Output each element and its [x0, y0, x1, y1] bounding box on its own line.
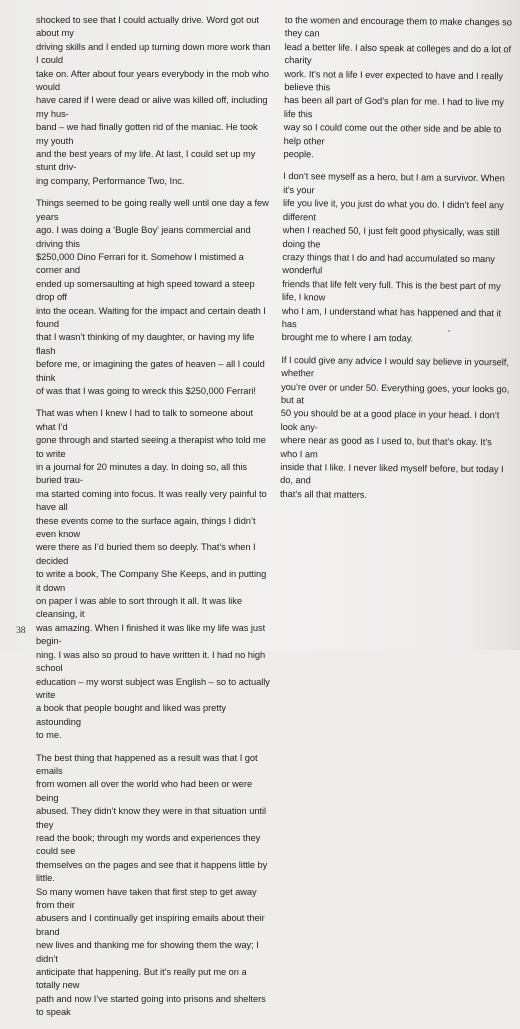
page-number: 38 [16, 626, 26, 636]
paragraph: shocked to see that I could actually drive. Word got out about my driving skills and I ended up turning down more work than I could take on. After about four years everybody in the mob who would have cared if I were dead or alive was killed off, including my hus- band – we had finally gotten rid of the maniac. He took my youth and the best years of my life. At last, I could set up my stunt driv- ing company, Performance Two, Inc. [36, 15, 271, 186]
paragraph: The best thing that happened as a result was that I got emails from women all over the world who had been or were being abused. They didn’t know they were in that situation until they read the book; through my words and experiences they could see themselves on the pages and see that it happens little by little. So many women have taken that first step to get away from their abusers and I continually get inspiring emails about their brand new lives and thanking me for showing them the way; I didn’t anticipate that happening. But it’s really put me on a totally new path and now I’ve started going into prisons and shelters to speak [36, 752, 268, 1018]
paragraph: Things seemed to be going really well until one day a few years ago. I was doing a ‘Bugle Boy’ jeans commercial and driving this $250,000 Dino Ferrari for it. Somehow I mistimed a corner and ended up somersaulting at high speed toward a steep drop off into the ocean. Waiting for the impact and certain death I found that I wasn’t thinking of my daughter, or having my life flash before me, or imagining the gates of heaven – all I could think of was that I was going to wreck this $250,000 Ferrari! [36, 198, 269, 396]
right-column [280, 14, 515, 513]
paragraph: to the women and encourage them to make changes so they can lead a better life. I also speak at colleges and do a lot of charity work. It’s not a life I ever expected to have and I really believe this has been all part of God’s plan for me. I had to live my life this way so I could come out the other side and be able to help other people. [283, 14, 512, 160]
paragraph: If I could give any advice I would say believe in yourself, whether you’re over or under 50. Everything goes, your looks go, but at 50 you should be at a good place in your head. I don’t look any- where near as good as I used to, but that’s okay. It’s who I am inside that I like. I never liked myself before, but today I do, and that’s all that matters. [279, 354, 510, 500]
paragraph: That was when I knew I had to talk to someone about what I’d gone through and started seeing a therapist who told me to write in a journal for 20 minutes a day. In doing so, all this buried trau- ma started coming into focus. It was really very painful to have all these events come to the surface again, things I didn’t even know were there as I’d buried them so deeply. That’s when I decided to write a book, The Company She Keeps, and in putting it down on paper I was able to sort through it all. It was like cleansing, it was amazing. When I finished it was like my life was just begin- ning. I was also so proud to have written it. I had no high school education – my worst subject was English – so to actually write a book that people bought and liked was pretty astounding to me. [36, 408, 270, 741]
paper-speck [448, 330, 450, 332]
paragraph: I don’t see myself as a hero, but I am a survivor. When it’s your life you live it, you just do what you do. I didn’t feel any different when I reached 50, I just felt good physically, was still doing the crazy things that I do and had accumulated so many wonderful friends that life felt very full. This is the best part of my life, I know who I am, I understand what has happened and that it has brought me to where I am today. [281, 171, 505, 344]
left-column [36, 14, 272, 1029]
